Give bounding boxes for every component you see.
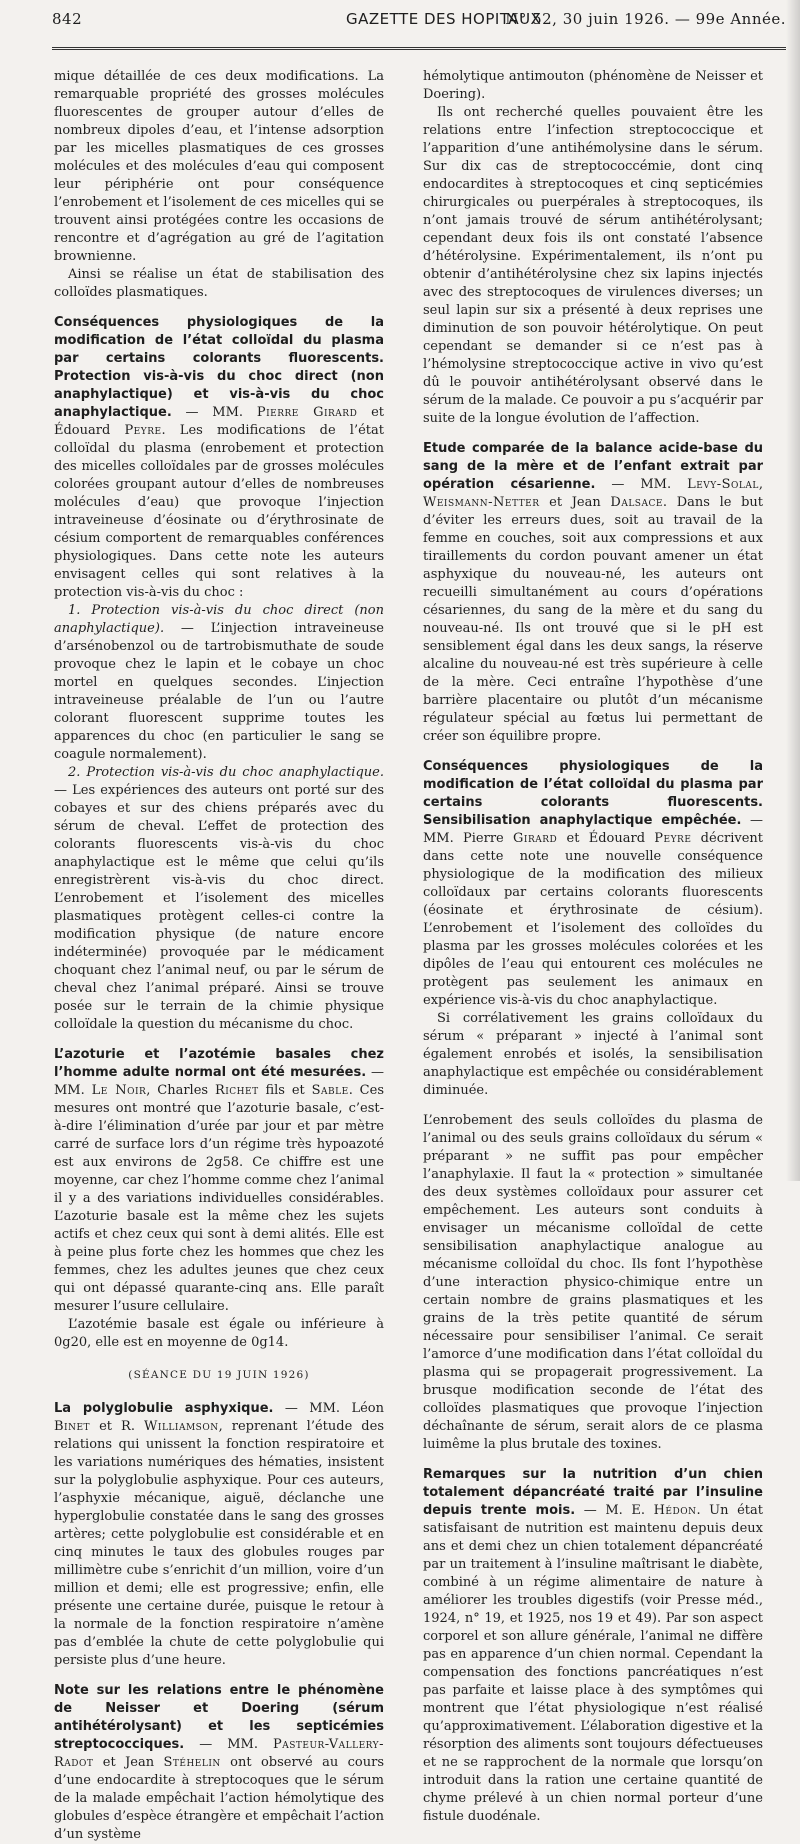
author-name: Stéhelin [163, 1755, 221, 1770]
author-name: Girard [513, 831, 558, 846]
paragraph: hémolytique antimouton (phénomène de Neisser et Doering). [423, 69, 763, 102]
article-title: Conséquences physiologiques de la modification de l’état colloïdal du plasma par certains colorants fluorescents. Protection vis-à-vis du choc direct (non anaphylactique) et vis-à-vis du choc anaphylactique. [54, 315, 384, 420]
paragraph: Ils ont recherché quelles pouvaient être les relations entre l’infection streptococcique et l’apparition d’une antihémolysine dans le sérum. Sur dix cas de streptococcémie, dont cinq endocardites à streptocoques et cinq septicémies chirurgicales ou puerpérales à streptocoques, ils n’ont jamais trouvé de sérum antihétérolysant; cependant deux fois ils ont constaté l’absence d’hétérolysine. Expérimentalement, ils n’ont pu obtenir d’antihétérolysine chez six lapins injectés avec des streptocoques de virulences diverses; un seul lapin sur six a présenté à deux reprises une diminution de son pouvoir hétérolytique. On peut cependant se demander si ce n’est pas à l’hémolysine streptococcique active in vivo qu’est dû le pouvoir antihétérolysant observé dans le sérum de la malade. Ce pouvoir a pu s’acquérir par suite de la longue évolution de l’affection. [423, 105, 763, 426]
author-name: Pierre Girard [256, 405, 358, 420]
article-title: Etude comparée de la balance acide-base du sang de la mère et de l’enfant extrait par opération césarienne. [423, 441, 763, 492]
author-name: Dalsace [610, 495, 663, 510]
author-name: Le Noir [91, 1083, 147, 1098]
paragraph: Ainsi se réalise un état de stabilisation des colloïdes plasmatiques. [54, 267, 384, 300]
article-title: La polyglobulie asphyxique. [54, 1401, 274, 1416]
header-rule [52, 47, 786, 50]
paragraph: 2. Protection vis-à-vis du choc anaphylactique. — Les expériences des auteurs ont porté sur des cobayes et sur des chiens préparés avec du sérum de cheval. L’effet de protection des colorants fluorescents vis-à-vis du choc anaphylactique est le même que celui qu’ils enregistrèrent vis-à-vis du choc direct. L’enrobement et l’isolement des micelles plasmatiques protègent celles-ci contre la modification physique (de nature encore indéterminée) provoquée par le médicament choquant chez l’animal neuf, ou par le sérum de cheval chez l’animal préparé. Ainsi se trouve posée sur le terrain de la chimie physique colloïdale la question du mécanisme du choc. [54, 765, 384, 1032]
author-name: Binet [54, 1419, 91, 1434]
paragraph: 1. Protection vis-à-vis du choc direct (non anaphylactique). — L’injection intraveineuse d’arsénobenzol ou de tartrobismuthate de soude provoque chez le lapin et le cobaye un choc mortel en quelques secondes. L’injection intraveineuse préalable de l’un ou l’autre colorant fluorescent supprime toutes les apparences du choc (en particulier le sang se coagule normalement). [54, 603, 384, 762]
author-name: Peyre [654, 831, 692, 846]
paragraph: Si corrélativement les grains colloïdaux du sérum « préparant » injecté à l’animal sont également enrobés et isolés, la sensibilisation anaphylactique est empêchée ou considérablement diminuée. [423, 1011, 763, 1098]
right-column [423, 68, 763, 1826]
author-name: Sable [311, 1083, 349, 1098]
author-name: Richet [214, 1083, 259, 1098]
article-azoturie: L’azoturie et l’azotémie basales chez l’homme adulte normal ont été mesurées. — MM. Le Noir, Charles Richet fils et Sable. Ces mesures ont montré que l’azoturie basale, c’est-à-dire l’élimination d’urée par jour et par mètre carré de surface lors d’un régime très hypoazoté est aux environs de 2g58. Ce chiffre est une moyenne, car chez l’homme comme chez l’animal il y a des variations individuelles considérables. L’azoturie basale est la même chez les sujets actifs et chez ceux qui sont à demi alités. Elle est à peine plus forte chez les hommes que chez les femmes, chez les adultes jeunes que chez ceux qui ont dépassé quarante-cinq ans. Elle paraît mesurer l’usure cellulaire. [54, 1047, 384, 1314]
article-title: Conséquences physiologiques de la modification de l’état colloïdal du plasma par certains colorants fluorescents. Sensibilisation anaphylactique empêchée. [423, 759, 763, 828]
article-balance-acide-base: Etude comparée de la balance acide-base du sang de la mère et de l’enfant extrait par opération césarienne. — MM. Levy-Solal, Weismann-Netter et Jean Dalsace. Dans le but d’éviter les erreurs dues, soit au travail de la femme en couches, soit aux compressions et aux tiraillements du cordon pouvant amener un état asphyxique du nouveau-né, les auteurs ont recueilli simultanément au cours d’opérations césariennes, du sang de la mère et du sang du nouveau-né. Ils ont trouvé que si le pH est sensiblement égal dans les deux sangs, la réserve alcaline du nouveau-né est très supérieure à celle de la mère. Ceci entraîne l’hypothèse d’une barrière placentaire ou plutôt d’un mécanisme régulateur spécial au fœtus lui permettant de créer son équilibre propre. [423, 441, 763, 744]
author-name: Pasteur-Vallery-Radot [54, 1737, 384, 1770]
author-name: Peyre [124, 423, 162, 438]
author-name: Levy-Solal [687, 477, 759, 492]
article-title: L’azoturie et l’azotémie basales chez l’homme adulte normal ont été mesurées. [54, 1047, 384, 1080]
author-name: Williamson [144, 1419, 219, 1434]
author-name: Hédon [653, 1503, 697, 1518]
session-heading: (SÉANCE DU 19 JUIN 1926) [128, 1369, 310, 1381]
article-girard-peyre-choc: Conséquences physiologiques de la modification de l’état colloïdal du plasma par certains colorants fluorescents. Protection vis-à-vis du choc direct (non anaphylactique) et vis-à-vis du choc anaphylactique. — MM. Pierre Girard et Édouard Peyre. Les modifications de l’état colloïdal du plasma (enrobement et protection des micelles colloïdales par de grosses molécules colorées groupant autour d’elles de nombreuses molécules d’eau) que provoque l’injection intraveineuse d’éosinate ou d’érythrosinate de césium comportent de remarquables conférences physiologiques. Dans cette note les auteurs envisagent celles qui sont relatives à la protection vis-à-vis du choc : [54, 315, 384, 600]
paragraph: L’azotémie basale est égale ou inférieure à 0g20, elle est en moyenne de 0g14. [54, 1317, 384, 1350]
page-number: 842 [52, 10, 83, 28]
article-neisser-doering: Note sur les relations entre le phénomène de Neisser et Doering (sérum antihétérolysant) et les septicémies streptococciques. — MM. Pasteur-Vallery-Radot et Jean Stéhelin ont observé au cours d’une endocardite à streptocoques que le sérum de la malade empêchait l’action hémolytique des globules d’espèce étrangère et empêchait l’action d’un système [54, 1683, 384, 1842]
page-edge-shadow [786, 0, 800, 1181]
journal-title: GAZETTE DES HOPITAUX [346, 10, 542, 28]
issue-line: N° 52, 30 juin 1926. — 99e Année. [505, 10, 786, 28]
article-sensibilisation: Conséquences physiologiques de la modification de l’état colloïdal du plasma par certains colorants fluorescents. Sensibilisation anaphylactique empêchée. — MM. Pierre Girard et Édouard Peyre décrivent dans cette note une nouvelle conséquence physiologique de la modification des milieux colloïdaux par certains colorants fluorescents (éosinate et érythrosinate de césium). L’enrobement et l’isolement des colloïdes du plasma par les grosses molécules colorées et les dipôles de l’eau qui entourent ces molécules ne protègent pas seulement les animaux en expérience vis-à-vis du choc anaphylactique. [423, 759, 763, 1008]
paragraph: mique détaillée de ces deux modifications. La remarquable propriété des grosses molécules fluorescentes de grouper autour d’elles de nombreux dipoles d’eau, et l’intense adsorption par les micelles plasmatiques de ces grosses molécules et des molécules d’eau qui composent leur périphérie ont pour conséquence l’enrobement et l’isolement de ces micelles qui se trouvent ainsi protégées contre les occasions de rencontre et d’agrégation au gré de l’agitation brownienne. [54, 69, 384, 264]
paragraph: L’enrobement des seuls colloïdes du plasma de l’animal ou des seuls grains colloïdaux du sérum « préparant » ne suffit pas pour empêcher l’anaphylaxie. Il faut la « protection » simultanée des deux systèmes colloïdaux pour assurer cet empêchement. Les auteurs sont conduits à envisager un mécanisme colloïdal de cette sensibilisation anaphylactique analogue au mécanisme colloïdal du choc. Ils font l’hypothèse d’une interaction physico-chimique entre un certain nombre de grains plasmatiques et les grains de la très petite quantité de sérum nécessaire pour sensibiliser l’animal. Ce serait l’amorce d’une modification dans l’état colloïdal du plasma qui se propagerait progressivement. La brusque modification seconde de l’état des colloïdes plasmatiques que provoque l’injection déchaînante de sérum, serait alors de ce plasma luimême la plus brutale des toxines. [423, 1113, 763, 1452]
article-title: Note sur les relations entre le phénomène de Neisser et Doering (sérum antihétérolysant) et les septicémies streptococciques. [54, 1683, 384, 1752]
article-chien-depancreate: Remarques sur la nutrition d’un chien totalement dépancréaté traité par l’insuline depuis trente mois. — M. E. Hédon. Un état satisfaisant de nutrition est maintenu depuis deux ans et demi chez un chien totalement dépancréaté par un traitement à l’insuline maîtrisant le diabète, combiné à un régime alimentaire de nature à améliorer les troubles digestifs (voir Presse méd., 1924, n° 19, et 1925, nos 19 et 49). Par son aspect corporel et son allure générale, l’animal ne diffère pas en apparence d’un chien normal. Cependant la compensation des fonctions pancréatiques n’est pas parfaite et laisse place à des symptômes qui montrent que l’état physiologique n’est réalisé qu’approximativement. L’élaboration digestive et la résorption des aliments sont toujours défectueuses et ne se rapprochent de la normale que lorsqu’on introduit dans la ration une certaine quantité de chyme prélevé à un chien normal porteur d’une fistule duodénale. [423, 1467, 763, 1824]
page-header [46, 10, 786, 40]
article-polyglobulie: La polyglobulie asphyxique. — MM. Léon Binet et R. Williamson, reprenant l’étude des relations qui unissent la fonction respiratoire et les variations numériques des hématies, insistent sur la polyglobulie asphyxique. Pour ces auteurs, l’asphyxie mécanique, aiguë, déclanche une hyperglobulie constatée dans le sang des grosses artères; cette polyglobulie est considérable et en cinq minutes le taux des globules rouges par millimètre cube s’enrichit d’un million, voire d’un million et demi; elle est progressive; enfin, elle présente une certaine durée, puisque le retour à la normale de la fonction respiratoire n’amène pas d’emblée la chute de cette polyglobulie qui persiste plus d’une heure. [54, 1401, 384, 1668]
article-title: Remarques sur la nutrition d’un chien totalement dépancréaté traité par l’insuline depuis trente mois. [423, 1467, 763, 1518]
left-column [54, 68, 384, 1844]
author-name: Weismann-Netter [423, 495, 540, 510]
